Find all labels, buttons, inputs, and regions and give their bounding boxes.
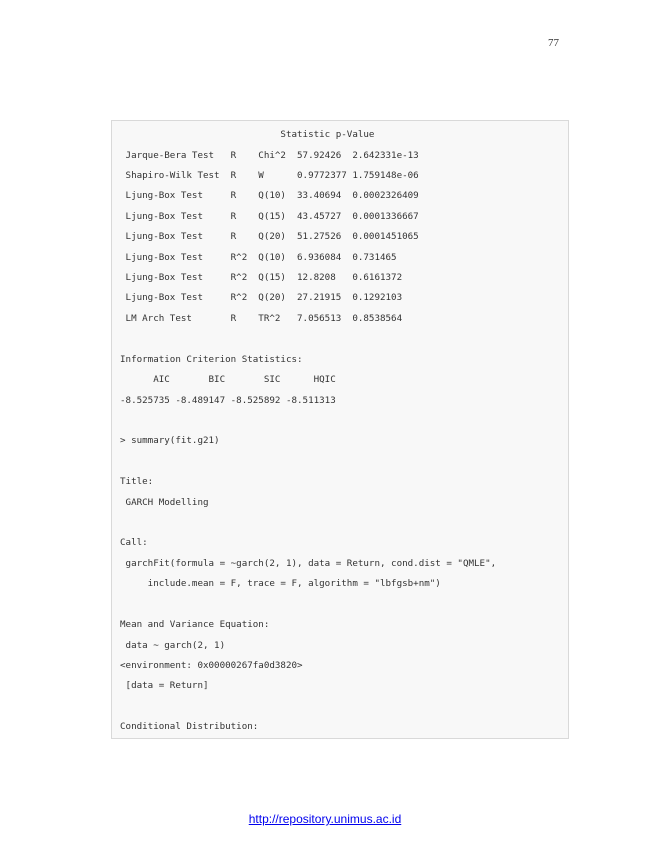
code-line: <environment: 0x00000267fa0d3820> <box>120 660 303 671</box>
repository-link[interactable]: http://repository.unimus.ac.id <box>248 812 402 826</box>
code-line: include.mean = F, trace = F, algorithm = "lbfgsb+nm") <box>120 578 441 589</box>
code-line: Mean and Variance Equation: <box>120 619 270 630</box>
code-line: -8.525735 -8.489147 -8.525892 -8.511313 <box>120 395 336 406</box>
code-line: data ~ garch(2, 1) <box>120 640 226 651</box>
code-line: Ljung-Box Test R^2 Q(15) 12.8208 0.6161372 <box>120 272 403 283</box>
code-line: Call: <box>120 537 148 548</box>
code-line: Conditional Distribution: <box>120 721 259 732</box>
code-line: LM Arch Test R TR^2 7.056513 0.8538564 <box>120 313 403 324</box>
code-line: > summary(fit.g21) <box>120 435 220 446</box>
code-line: Ljung-Box Test R Q(10) 33.40694 0.0002326409 <box>120 190 419 201</box>
code-line: AIC BIC SIC HQIC <box>120 374 336 385</box>
code-line: [data = Return] <box>120 680 209 691</box>
code-line: Ljung-Box Test R^2 Q(20) 27.21915 0.1292103 <box>120 292 403 303</box>
code-line: Title: <box>120 476 154 487</box>
code-line: garchFit(formula = ~garch(2, 1), data = Return, cond.dist = "QMLE", <box>120 558 497 569</box>
code-line: Information Criterion Statistics: <box>120 354 303 365</box>
code-line: Shapiro-Wilk Test R W 0.9772377 1.759148e-06 <box>120 170 419 181</box>
code-line: GARCH Modelling <box>120 497 209 508</box>
page-number: 77 <box>548 37 559 49</box>
code-line: Ljung-Box Test R Q(20) 51.27526 0.0001451065 <box>120 231 419 242</box>
code-line: Ljung-Box Test R^2 Q(10) 6.936084 0.731465 <box>120 252 397 263</box>
r-output-box <box>111 120 569 739</box>
code-line: Jarque-Bera Test R Chi^2 57.92426 2.642331e-13 <box>120 150 419 161</box>
code-line: Statistic p-Value <box>120 129 375 140</box>
code-line: Ljung-Box Test R Q(15) 43.45727 0.0001336667 <box>120 211 419 222</box>
